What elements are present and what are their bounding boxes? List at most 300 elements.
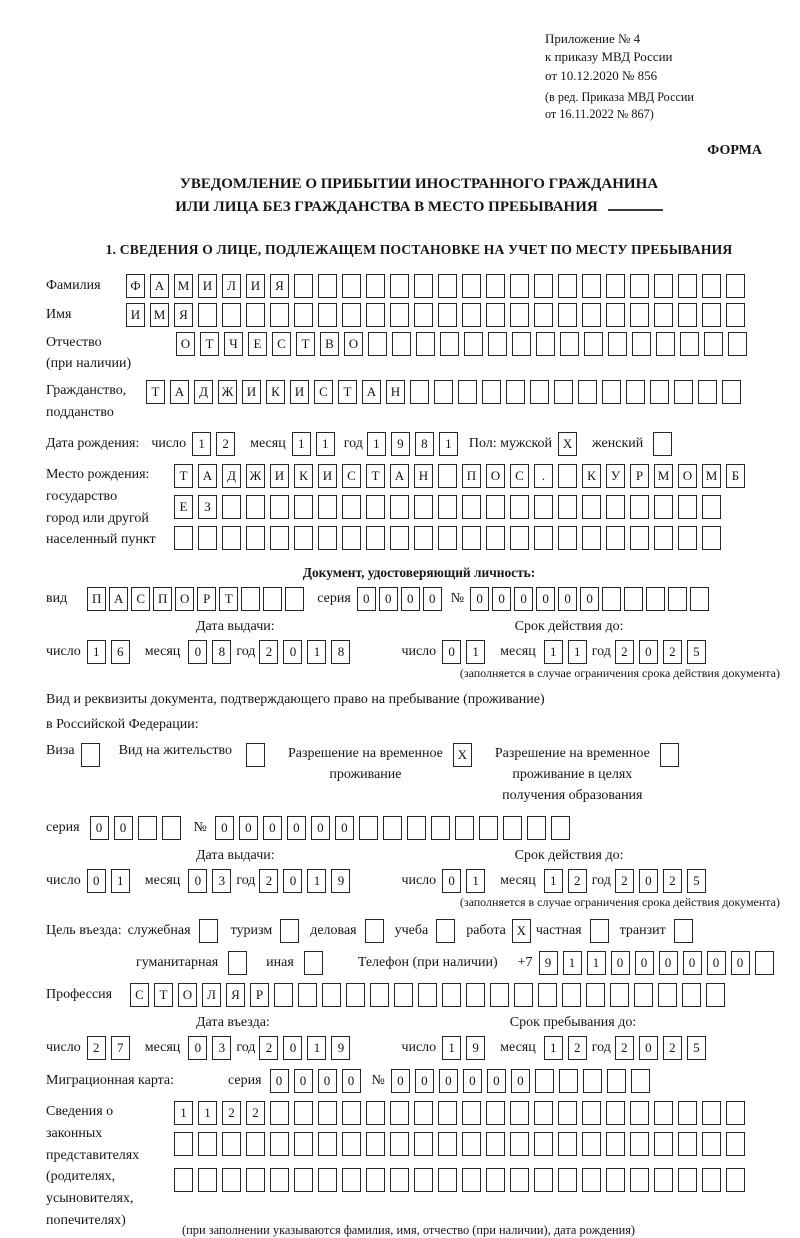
form-cell[interactable] bbox=[390, 303, 409, 327]
form-cell[interactable] bbox=[584, 332, 603, 356]
form-cell[interactable]: 1 bbox=[587, 951, 606, 975]
form-cell[interactable] bbox=[414, 303, 433, 327]
form-cell[interactable]: О bbox=[678, 464, 697, 488]
form-cell[interactable] bbox=[486, 526, 505, 550]
form-cell[interactable]: Д bbox=[222, 464, 241, 488]
form-cell[interactable]: . bbox=[534, 464, 553, 488]
form-cell[interactable]: 0 bbox=[439, 1069, 458, 1093]
form-cell[interactable] bbox=[503, 816, 522, 840]
form-cell[interactable]: 2 bbox=[246, 1101, 265, 1125]
form-cell[interactable] bbox=[318, 1101, 337, 1125]
form-cell[interactable] bbox=[416, 332, 435, 356]
form-cell[interactable]: 2 bbox=[568, 1036, 587, 1060]
form-cell[interactable] bbox=[366, 526, 385, 550]
form-cell[interactable] bbox=[414, 274, 433, 298]
form-cell[interactable]: 0 bbox=[294, 1069, 313, 1093]
form-cell[interactable] bbox=[653, 432, 672, 456]
form-cell[interactable] bbox=[198, 526, 217, 550]
form-cell[interactable] bbox=[490, 983, 509, 1007]
form-cell[interactable] bbox=[630, 303, 649, 327]
form-cell[interactable] bbox=[654, 1101, 673, 1125]
form-cell[interactable] bbox=[390, 1132, 409, 1156]
form-cell[interactable] bbox=[438, 274, 457, 298]
form-cell[interactable]: С bbox=[130, 983, 149, 1007]
form-cell[interactable]: И bbox=[246, 274, 265, 298]
form-cell[interactable] bbox=[486, 1101, 505, 1125]
form-cell[interactable] bbox=[270, 303, 289, 327]
form-cell[interactable] bbox=[198, 1168, 217, 1192]
form-cell[interactable] bbox=[410, 380, 429, 404]
form-cell[interactable]: Л bbox=[202, 983, 221, 1007]
form-cell[interactable] bbox=[138, 816, 157, 840]
form-cell[interactable]: К bbox=[582, 464, 601, 488]
form-cell[interactable]: 1 bbox=[198, 1101, 217, 1125]
form-cell[interactable]: Р bbox=[197, 587, 216, 611]
form-cell[interactable]: 9 bbox=[331, 869, 350, 893]
form-cell[interactable]: 0 bbox=[270, 1069, 289, 1093]
form-cell[interactable]: 7 bbox=[111, 1036, 130, 1060]
form-cell[interactable] bbox=[551, 816, 570, 840]
form-cell[interactable] bbox=[678, 303, 697, 327]
form-cell[interactable] bbox=[462, 1132, 481, 1156]
form-cell[interactable] bbox=[365, 919, 384, 943]
form-cell[interactable]: О bbox=[486, 464, 505, 488]
form-cell[interactable] bbox=[318, 1132, 337, 1156]
form-cell[interactable]: Т bbox=[219, 587, 238, 611]
form-cell[interactable]: 0 bbox=[558, 587, 577, 611]
form-cell[interactable] bbox=[488, 332, 507, 356]
form-cell[interactable]: 0 bbox=[188, 640, 207, 664]
form-cell[interactable] bbox=[606, 1168, 625, 1192]
form-cell[interactable] bbox=[678, 1168, 697, 1192]
form-cell[interactable] bbox=[318, 274, 337, 298]
form-cell[interactable] bbox=[534, 1101, 553, 1125]
form-cell[interactable] bbox=[702, 526, 721, 550]
form-cell[interactable] bbox=[228, 951, 247, 975]
form-cell[interactable] bbox=[294, 1132, 313, 1156]
form-cell[interactable] bbox=[658, 983, 677, 1007]
form-cell[interactable]: 1 bbox=[367, 432, 386, 456]
form-cell[interactable] bbox=[294, 495, 313, 519]
form-cell[interactable]: 0 bbox=[311, 816, 330, 840]
form-cell[interactable] bbox=[462, 274, 481, 298]
form-cell[interactable]: С bbox=[131, 587, 150, 611]
form-cell[interactable]: Я bbox=[174, 303, 193, 327]
form-cell[interactable]: О bbox=[344, 332, 363, 356]
form-cell[interactable] bbox=[368, 332, 387, 356]
form-cell[interactable] bbox=[630, 495, 649, 519]
form-cell[interactable]: 1 bbox=[192, 432, 211, 456]
form-cell[interactable] bbox=[486, 495, 505, 519]
form-cell[interactable]: 1 bbox=[87, 640, 106, 664]
form-cell[interactable] bbox=[559, 1069, 578, 1093]
form-cell[interactable] bbox=[462, 495, 481, 519]
form-cell[interactable] bbox=[174, 526, 193, 550]
form-cell[interactable]: 0 bbox=[659, 951, 678, 975]
form-cell[interactable] bbox=[270, 1101, 289, 1125]
form-cell[interactable]: 0 bbox=[639, 640, 658, 664]
form-cell[interactable] bbox=[263, 587, 282, 611]
form-cell[interactable]: 2 bbox=[615, 869, 634, 893]
form-cell[interactable] bbox=[706, 983, 725, 1007]
form-cell[interactable] bbox=[246, 743, 265, 767]
form-cell[interactable] bbox=[728, 332, 747, 356]
form-cell[interactable] bbox=[583, 1069, 602, 1093]
form-cell[interactable] bbox=[294, 526, 313, 550]
form-cell[interactable]: 9 bbox=[331, 1036, 350, 1060]
form-cell[interactable]: 0 bbox=[635, 951, 654, 975]
form-cell[interactable] bbox=[654, 1168, 673, 1192]
form-cell[interactable]: Т bbox=[174, 464, 193, 488]
form-cell[interactable]: 2 bbox=[663, 1036, 682, 1060]
form-cell[interactable]: В bbox=[320, 332, 339, 356]
form-cell[interactable] bbox=[702, 1101, 721, 1125]
form-cell[interactable] bbox=[383, 816, 402, 840]
form-cell[interactable] bbox=[534, 303, 553, 327]
form-cell[interactable]: 5 bbox=[687, 869, 706, 893]
form-cell[interactable] bbox=[606, 1132, 625, 1156]
form-cell[interactable]: М bbox=[174, 274, 193, 298]
form-cell[interactable] bbox=[702, 1132, 721, 1156]
form-cell[interactable] bbox=[582, 1101, 601, 1125]
form-cell[interactable]: Т bbox=[146, 380, 165, 404]
form-cell[interactable]: 0 bbox=[188, 869, 207, 893]
form-cell[interactable] bbox=[346, 983, 365, 1007]
form-cell[interactable]: Б bbox=[726, 464, 745, 488]
form-cell[interactable] bbox=[630, 1168, 649, 1192]
form-cell[interactable]: 3 bbox=[212, 869, 231, 893]
form-cell[interactable]: А bbox=[390, 464, 409, 488]
form-cell[interactable]: Л bbox=[222, 274, 241, 298]
form-cell[interactable]: Т bbox=[366, 464, 385, 488]
form-cell[interactable]: 1 bbox=[442, 1036, 461, 1060]
form-cell[interactable]: У bbox=[606, 464, 625, 488]
form-cell[interactable]: 0 bbox=[215, 816, 234, 840]
form-cell[interactable] bbox=[674, 380, 693, 404]
form-cell[interactable] bbox=[534, 1132, 553, 1156]
form-cell[interactable] bbox=[674, 919, 693, 943]
form-cell[interactable] bbox=[582, 526, 601, 550]
form-cell[interactable] bbox=[586, 983, 605, 1007]
form-cell[interactable] bbox=[414, 495, 433, 519]
form-cell[interactable]: И bbox=[270, 464, 289, 488]
form-cell[interactable]: 0 bbox=[263, 816, 282, 840]
form-cell[interactable] bbox=[582, 1132, 601, 1156]
form-cell[interactable]: 2 bbox=[222, 1101, 241, 1125]
form-cell[interactable] bbox=[510, 1132, 529, 1156]
form-cell[interactable] bbox=[458, 380, 477, 404]
form-cell[interactable] bbox=[81, 743, 100, 767]
form-cell[interactable] bbox=[390, 274, 409, 298]
form-cell[interactable] bbox=[318, 1168, 337, 1192]
form-cell[interactable] bbox=[562, 983, 581, 1007]
form-cell[interactable]: Ж bbox=[218, 380, 237, 404]
form-cell[interactable]: 0 bbox=[514, 587, 533, 611]
form-cell[interactable] bbox=[318, 303, 337, 327]
form-cell[interactable]: 0 bbox=[580, 587, 599, 611]
form-cell[interactable]: 1 bbox=[316, 432, 335, 456]
form-cell[interactable]: 0 bbox=[283, 1036, 302, 1060]
form-cell[interactable]: 1 bbox=[111, 869, 130, 893]
form-cell[interactable]: 9 bbox=[466, 1036, 485, 1060]
form-cell[interactable] bbox=[438, 1101, 457, 1125]
form-cell[interactable]: 1 bbox=[466, 640, 485, 664]
form-cell[interactable] bbox=[366, 274, 385, 298]
form-cell[interactable] bbox=[438, 526, 457, 550]
form-cell[interactable] bbox=[722, 380, 741, 404]
form-cell[interactable] bbox=[654, 495, 673, 519]
form-cell[interactable]: И bbox=[242, 380, 261, 404]
form-cell[interactable] bbox=[660, 743, 679, 767]
form-cell[interactable]: 0 bbox=[401, 587, 420, 611]
form-cell[interactable]: 0 bbox=[283, 869, 302, 893]
form-cell[interactable]: 1 bbox=[568, 640, 587, 664]
form-cell[interactable] bbox=[527, 816, 546, 840]
form-cell[interactable] bbox=[654, 274, 673, 298]
form-cell[interactable] bbox=[455, 816, 474, 840]
form-cell[interactable]: 9 bbox=[539, 951, 558, 975]
form-cell[interactable]: 0 bbox=[114, 816, 133, 840]
form-cell[interactable] bbox=[602, 380, 621, 404]
form-cell[interactable] bbox=[462, 1168, 481, 1192]
form-cell[interactable] bbox=[464, 332, 483, 356]
form-cell[interactable] bbox=[440, 332, 459, 356]
form-cell[interactable] bbox=[366, 1101, 385, 1125]
form-cell[interactable] bbox=[682, 983, 701, 1007]
form-cell[interactable] bbox=[414, 1101, 433, 1125]
form-cell[interactable]: 1 bbox=[307, 869, 326, 893]
form-cell[interactable] bbox=[590, 919, 609, 943]
form-cell[interactable]: 0 bbox=[611, 951, 630, 975]
form-cell[interactable] bbox=[466, 983, 485, 1007]
form-cell[interactable] bbox=[438, 303, 457, 327]
form-cell[interactable]: 1 bbox=[544, 869, 563, 893]
form-cell[interactable]: М bbox=[654, 464, 673, 488]
form-cell[interactable] bbox=[366, 303, 385, 327]
form-cell[interactable]: И bbox=[318, 464, 337, 488]
form-cell[interactable]: 0 bbox=[492, 587, 511, 611]
form-cell[interactable] bbox=[656, 332, 675, 356]
form-cell[interactable] bbox=[270, 1168, 289, 1192]
form-cell[interactable]: X bbox=[453, 743, 472, 767]
form-cell[interactable]: 2 bbox=[87, 1036, 106, 1060]
form-cell[interactable]: 2 bbox=[663, 869, 682, 893]
form-cell[interactable] bbox=[534, 495, 553, 519]
form-cell[interactable]: 2 bbox=[216, 432, 235, 456]
form-cell[interactable] bbox=[270, 495, 289, 519]
form-cell[interactable] bbox=[174, 1168, 193, 1192]
form-cell[interactable] bbox=[654, 303, 673, 327]
form-cell[interactable]: 0 bbox=[188, 1036, 207, 1060]
form-cell[interactable] bbox=[634, 983, 653, 1007]
form-cell[interactable]: Н bbox=[386, 380, 405, 404]
form-cell[interactable]: 0 bbox=[487, 1069, 506, 1093]
form-cell[interactable]: 0 bbox=[683, 951, 702, 975]
form-cell[interactable]: А bbox=[109, 587, 128, 611]
form-cell[interactable] bbox=[510, 303, 529, 327]
form-cell[interactable]: 2 bbox=[663, 640, 682, 664]
form-cell[interactable] bbox=[680, 332, 699, 356]
form-cell[interactable] bbox=[486, 1132, 505, 1156]
form-cell[interactable] bbox=[222, 495, 241, 519]
form-cell[interactable]: 9 bbox=[391, 432, 410, 456]
form-cell[interactable]: 0 bbox=[90, 816, 109, 840]
form-cell[interactable] bbox=[222, 526, 241, 550]
form-cell[interactable] bbox=[582, 303, 601, 327]
form-cell[interactable]: 0 bbox=[391, 1069, 410, 1093]
form-cell[interactable] bbox=[582, 1168, 601, 1192]
form-cell[interactable]: 2 bbox=[259, 869, 278, 893]
form-cell[interactable] bbox=[726, 1168, 745, 1192]
form-cell[interactable] bbox=[342, 1101, 361, 1125]
form-cell[interactable] bbox=[702, 303, 721, 327]
form-cell[interactable]: Е bbox=[174, 495, 193, 519]
form-cell[interactable] bbox=[610, 983, 629, 1007]
form-cell[interactable] bbox=[678, 526, 697, 550]
form-cell[interactable]: О bbox=[176, 332, 195, 356]
form-cell[interactable]: П bbox=[153, 587, 172, 611]
form-cell[interactable] bbox=[632, 332, 651, 356]
form-cell[interactable] bbox=[536, 332, 555, 356]
form-cell[interactable] bbox=[318, 526, 337, 550]
form-cell[interactable]: 0 bbox=[342, 1069, 361, 1093]
form-cell[interactable]: 0 bbox=[731, 951, 750, 975]
form-cell[interactable] bbox=[558, 1132, 577, 1156]
form-cell[interactable] bbox=[366, 1168, 385, 1192]
form-cell[interactable]: 0 bbox=[335, 816, 354, 840]
form-cell[interactable] bbox=[534, 1168, 553, 1192]
form-cell[interactable] bbox=[442, 983, 461, 1007]
form-cell[interactable]: 0 bbox=[442, 869, 461, 893]
form-cell[interactable]: 0 bbox=[87, 869, 106, 893]
form-cell[interactable]: X bbox=[558, 432, 577, 456]
form-cell[interactable] bbox=[222, 303, 241, 327]
form-cell[interactable] bbox=[755, 951, 774, 975]
form-cell[interactable] bbox=[370, 983, 389, 1007]
form-cell[interactable] bbox=[390, 1168, 409, 1192]
form-cell[interactable]: 0 bbox=[379, 587, 398, 611]
form-cell[interactable] bbox=[482, 380, 501, 404]
form-cell[interactable] bbox=[486, 1168, 505, 1192]
form-cell[interactable] bbox=[726, 274, 745, 298]
form-cell[interactable] bbox=[704, 332, 723, 356]
form-cell[interactable] bbox=[304, 951, 323, 975]
form-cell[interactable]: 0 bbox=[470, 587, 489, 611]
form-cell[interactable] bbox=[506, 380, 525, 404]
form-cell[interactable] bbox=[558, 274, 577, 298]
form-cell[interactable] bbox=[246, 495, 265, 519]
form-cell[interactable]: Р bbox=[630, 464, 649, 488]
form-cell[interactable]: П bbox=[87, 587, 106, 611]
form-cell[interactable] bbox=[270, 526, 289, 550]
form-cell[interactable] bbox=[624, 587, 643, 611]
form-cell[interactable] bbox=[270, 1132, 289, 1156]
form-cell[interactable] bbox=[434, 380, 453, 404]
form-cell[interactable] bbox=[342, 495, 361, 519]
form-cell[interactable] bbox=[318, 495, 337, 519]
form-cell[interactable] bbox=[678, 1132, 697, 1156]
form-cell[interactable] bbox=[560, 332, 579, 356]
form-cell[interactable] bbox=[199, 919, 218, 943]
form-cell[interactable] bbox=[294, 274, 313, 298]
form-cell[interactable]: 0 bbox=[639, 1036, 658, 1060]
form-cell[interactable] bbox=[462, 1101, 481, 1125]
form-cell[interactable]: X bbox=[512, 919, 531, 943]
form-cell[interactable] bbox=[558, 1101, 577, 1125]
form-cell[interactable]: Ж bbox=[246, 464, 265, 488]
form-cell[interactable]: Т bbox=[154, 983, 173, 1007]
form-cell[interactable]: И bbox=[198, 274, 217, 298]
form-cell[interactable] bbox=[631, 1069, 650, 1093]
form-cell[interactable]: А bbox=[198, 464, 217, 488]
form-cell[interactable] bbox=[222, 1168, 241, 1192]
form-cell[interactable] bbox=[558, 495, 577, 519]
form-cell[interactable] bbox=[414, 1168, 433, 1192]
form-cell[interactable] bbox=[510, 1101, 529, 1125]
form-cell[interactable]: С bbox=[314, 380, 333, 404]
form-cell[interactable] bbox=[558, 303, 577, 327]
form-cell[interactable] bbox=[298, 983, 317, 1007]
form-cell[interactable]: М bbox=[702, 464, 721, 488]
form-cell[interactable] bbox=[342, 274, 361, 298]
form-cell[interactable] bbox=[366, 495, 385, 519]
form-cell[interactable] bbox=[606, 274, 625, 298]
form-cell[interactable] bbox=[366, 1132, 385, 1156]
form-cell[interactable] bbox=[462, 526, 481, 550]
form-cell[interactable] bbox=[438, 495, 457, 519]
form-cell[interactable]: Р bbox=[250, 983, 269, 1007]
form-cell[interactable]: 5 bbox=[687, 640, 706, 664]
form-cell[interactable]: 8 bbox=[415, 432, 434, 456]
form-cell[interactable] bbox=[530, 380, 549, 404]
form-cell[interactable] bbox=[392, 332, 411, 356]
form-cell[interactable]: 2 bbox=[615, 1036, 634, 1060]
form-cell[interactable]: 0 bbox=[287, 816, 306, 840]
form-cell[interactable] bbox=[414, 526, 433, 550]
form-cell[interactable]: Ч bbox=[224, 332, 243, 356]
form-cell[interactable] bbox=[582, 495, 601, 519]
form-cell[interactable] bbox=[626, 380, 645, 404]
form-cell[interactable]: Я bbox=[270, 274, 289, 298]
form-cell[interactable] bbox=[630, 1132, 649, 1156]
form-cell[interactable]: 2 bbox=[259, 640, 278, 664]
form-cell[interactable] bbox=[678, 274, 697, 298]
form-cell[interactable]: 0 bbox=[442, 640, 461, 664]
form-cell[interactable] bbox=[654, 1132, 673, 1156]
form-cell[interactable] bbox=[654, 526, 673, 550]
form-cell[interactable] bbox=[602, 587, 621, 611]
form-cell[interactable] bbox=[510, 495, 529, 519]
form-cell[interactable] bbox=[407, 816, 426, 840]
form-cell[interactable] bbox=[630, 1101, 649, 1125]
form-cell[interactable] bbox=[514, 983, 533, 1007]
form-cell[interactable] bbox=[510, 1168, 529, 1192]
form-cell[interactable] bbox=[554, 380, 573, 404]
form-cell[interactable] bbox=[486, 274, 505, 298]
form-cell[interactable]: З bbox=[198, 495, 217, 519]
form-cell[interactable] bbox=[650, 380, 669, 404]
form-cell[interactable]: А bbox=[362, 380, 381, 404]
form-cell[interactable] bbox=[479, 816, 498, 840]
form-cell[interactable]: 6 bbox=[111, 640, 130, 664]
form-cell[interactable]: 2 bbox=[615, 640, 634, 664]
form-cell[interactable] bbox=[558, 1168, 577, 1192]
form-cell[interactable]: К bbox=[266, 380, 285, 404]
form-cell[interactable] bbox=[342, 1168, 361, 1192]
form-cell[interactable]: С bbox=[272, 332, 291, 356]
form-cell[interactable]: 0 bbox=[239, 816, 258, 840]
form-cell[interactable]: 0 bbox=[318, 1069, 337, 1093]
